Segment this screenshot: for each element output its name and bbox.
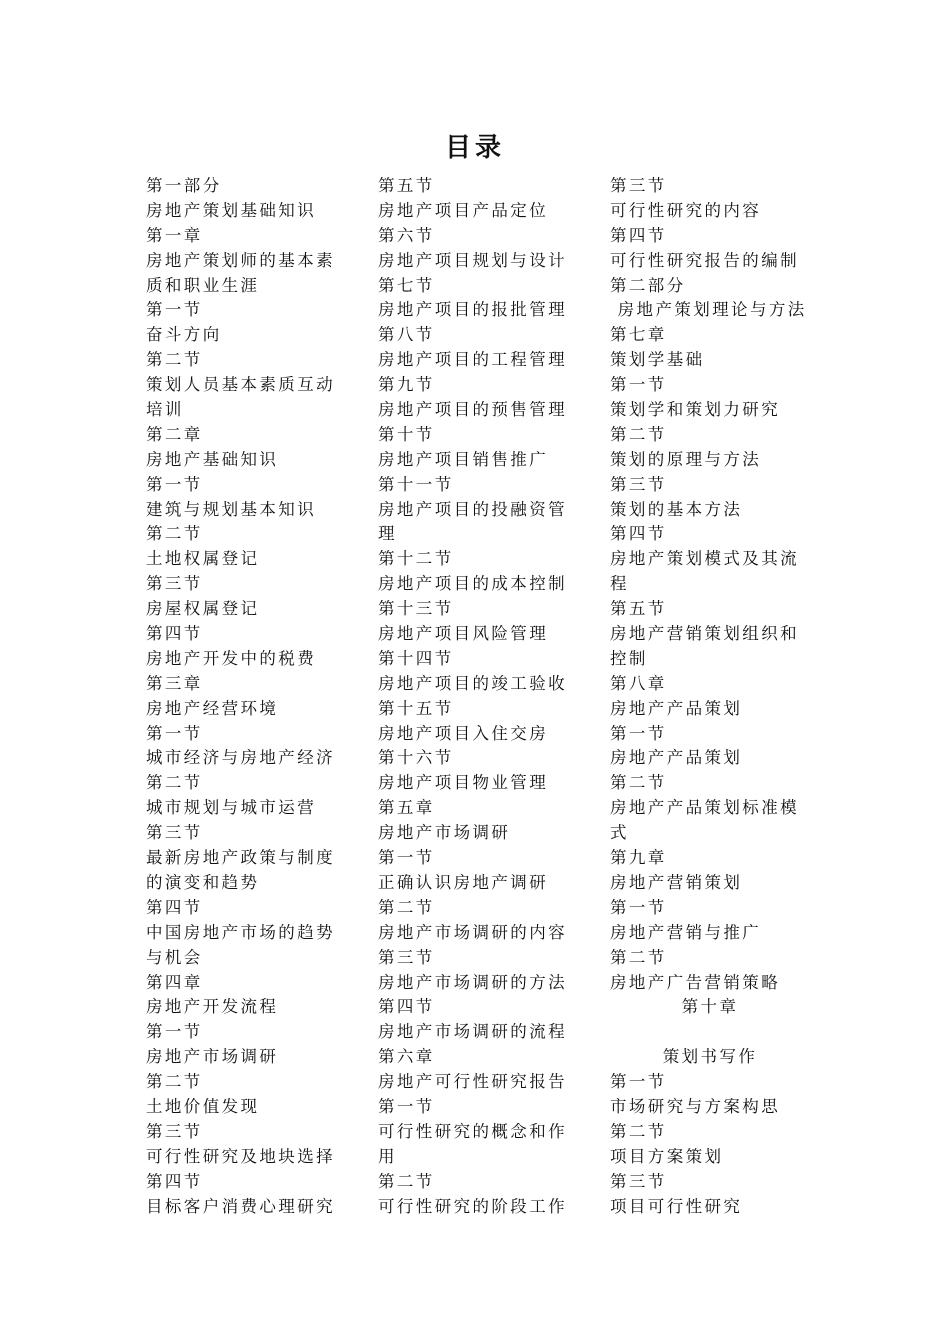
toc-line: 第五章: [378, 798, 435, 818]
toc-line: 房地产策划师的基本素: [146, 250, 335, 270]
toc-line: 市场研究与方案构思: [610, 1096, 781, 1116]
toc-line: 第九章: [610, 848, 667, 868]
toc-line: 第三节: [146, 1121, 203, 1141]
toc-line: 第二节: [146, 1072, 203, 1092]
toc-line: 第四节: [146, 624, 203, 644]
toc-line: 房地产项目入住交房: [378, 723, 549, 743]
toc-line: 第十二节: [378, 549, 454, 569]
toc-line: 第一节: [146, 1022, 203, 1042]
toc-line: 第一节: [378, 1096, 435, 1116]
toc-line: 房地产产品策划: [610, 698, 743, 718]
toc-line: 第三节: [610, 176, 667, 195]
toc-line: 第三章: [146, 673, 203, 693]
toc-line: 第二节: [146, 350, 203, 370]
toc-line: 理: [378, 524, 397, 544]
toc-line: 房地产市场调研的内容: [378, 922, 567, 942]
toc-line: 第九节: [378, 375, 435, 395]
toc-line: 第八节: [378, 325, 435, 345]
toc-line: 第三节: [378, 947, 435, 967]
toc-column-3: [610, 174, 810, 1219]
toc-line: 第十三节: [378, 599, 454, 619]
toc-line: 房地产策划基础知识: [146, 200, 317, 220]
toc-line: 第二章: [146, 424, 203, 444]
toc-line: 最新房地产政策与制度: [146, 848, 335, 868]
toc-line: 房地产产品策划: [610, 748, 743, 768]
toc-line: 第一节: [610, 723, 667, 743]
toc-line: 的演变和趋势: [146, 872, 260, 892]
toc-line: 房地产开发流程: [146, 997, 279, 1017]
toc-line: 用: [378, 1146, 397, 1166]
toc-line: 房地产开发中的税费: [146, 648, 317, 668]
toc-line: 第六章: [378, 1047, 435, 1067]
toc-line: 第二节: [610, 947, 667, 967]
toc-line: 第六节: [378, 225, 435, 245]
toc-line: 第二节: [378, 1171, 435, 1191]
toc-line: 房地产项目的竣工验收: [378, 673, 567, 693]
toc-line: 房地产营销策划: [610, 872, 743, 892]
toc-line: 房地产项目的工程管理: [378, 350, 567, 370]
toc-line: 房屋权属登记: [146, 599, 260, 619]
toc-line: 房地产项目销售推广: [378, 449, 549, 469]
toc-line: 第二节: [146, 524, 203, 544]
toc-line: 房地产项目的投融资管: [378, 499, 567, 519]
toc-line: 房地产市场调研的流程: [378, 1022, 567, 1042]
toc-line: 土地权属登记: [146, 549, 260, 569]
toc-line: 第四节: [378, 997, 435, 1017]
toc-line: 房地产广告营销策略: [610, 972, 781, 992]
toc-line: 策划书写作: [662, 1047, 758, 1067]
toc-line: 项目方案策划: [610, 1146, 724, 1166]
toc-line: 可行性研究报告的编制: [610, 250, 799, 270]
toc-line: 房地产经营环境: [146, 698, 279, 718]
toc-line: 第三节: [610, 1171, 667, 1191]
toc-line: 策划学基础: [610, 350, 705, 370]
toc-line: 第四节: [610, 524, 667, 544]
toc-column-1: [146, 174, 352, 1219]
toc-line: 可行性研究的概念和作: [378, 1121, 567, 1141]
toc-line: 第二节: [610, 1121, 667, 1141]
toc-column-2: [378, 174, 584, 1219]
toc-line: 第二节: [610, 424, 667, 444]
toc-line: 房地产市场调研的方法: [378, 972, 567, 992]
toc-line: 城市规划与城市运营: [146, 798, 317, 818]
toc-line: 目标客户消费心理研究: [146, 1196, 335, 1216]
toc-line: 第四节: [146, 1171, 203, 1191]
toc-line: 与机会: [146, 947, 203, 967]
toc-line: 第二部分: [610, 275, 686, 295]
toc-line: 控制: [610, 648, 648, 668]
toc-line: 房地产项目的预售管理: [378, 400, 567, 420]
toc-line: 第四节: [610, 225, 667, 245]
toc-line: 第五节: [378, 176, 435, 195]
toc-line: 房地产基础知识: [146, 449, 279, 469]
toc-line: 策划学和策划力研究: [610, 400, 781, 420]
toc-line: 第一节: [610, 375, 667, 395]
toc-line: 第七章: [610, 325, 667, 345]
toc-line: 房地产策划模式及其流: [610, 549, 799, 569]
toc-line: 第一节: [146, 474, 203, 494]
toc-line: 第二节: [146, 773, 203, 793]
toc-line: 房地产项目风险管理: [378, 624, 549, 644]
toc-line: 项目可行性研究: [610, 1196, 743, 1216]
toc-line: 房地产项目产品定位: [378, 200, 549, 220]
toc-line: 奋斗方向: [146, 325, 222, 345]
toc-line: 第一章: [146, 225, 203, 245]
toc-line: 第三节: [146, 823, 203, 843]
toc-line: 第二节: [378, 897, 435, 917]
toc-line: 房地产可行性研究报告: [378, 1072, 567, 1092]
toc-blank-line: [610, 1020, 810, 1045]
toc-line: 第五节: [610, 599, 667, 619]
toc-line: 可行性研究的阶段工作: [378, 1196, 567, 1216]
toc-line: 房地产项目的成本控制: [378, 574, 567, 594]
toc-line: 房地产项目规划与设计: [378, 250, 567, 270]
toc-line: 第二节: [610, 773, 667, 793]
toc-line: 房地产项目物业管理: [378, 773, 549, 793]
toc-line: 第十一节: [378, 474, 454, 494]
toc-line: 第八章: [610, 673, 667, 693]
toc-line: 第十四节: [378, 648, 454, 668]
toc-line: 中国房地产市场的趋势: [146, 922, 335, 942]
toc-line: 建筑与规划基本知识: [146, 499, 317, 519]
toc-line: 第一节: [610, 1072, 667, 1092]
toc-line: 式: [610, 823, 629, 843]
toc-line: 第十章: [681, 997, 739, 1017]
toc-line: 质和职业生涯: [146, 275, 260, 295]
toc-line: 房地产项目的报批管理: [378, 300, 567, 320]
toc-line: 城市经济与房地产经济: [146, 748, 335, 768]
toc-line: 策划的原理与方法: [610, 449, 762, 469]
toc-line: 策划的基本方法: [610, 499, 743, 519]
toc-line: 第四节: [146, 897, 203, 917]
toc-line: 第十六节: [378, 748, 454, 768]
toc-line: 第十节: [378, 424, 435, 444]
toc-line: 第七节: [378, 275, 435, 295]
toc-line: 第一节: [610, 897, 667, 917]
toc-line: 正确认识房地产调研: [378, 872, 549, 892]
toc-line: 可行性研究及地块选择: [146, 1146, 335, 1166]
toc-line: 第四章: [146, 972, 203, 992]
toc-line: 房地产市场调研: [146, 1047, 279, 1067]
toc-line: 房地产市场调研: [378, 823, 511, 843]
toc-line: 第一节: [146, 300, 203, 320]
toc-line: 第一部分: [146, 176, 222, 195]
toc-line: 第一节: [378, 848, 435, 868]
toc-line: 可行性研究的内容: [610, 200, 762, 220]
toc-line: 土地价值发现: [146, 1096, 260, 1116]
page-title: 目录: [444, 133, 505, 163]
toc-line: 培训: [146, 400, 184, 420]
toc-line: 第三节: [610, 474, 667, 494]
toc-line: 房地产营销策划组织和: [610, 624, 799, 644]
toc-line: 房地产营销与推广: [610, 922, 762, 942]
toc-line: 程: [610, 574, 629, 594]
toc-line: 第十五节: [378, 698, 454, 718]
toc-line: 策划人员基本素质互动: [146, 375, 335, 395]
toc-line: 第三节: [146, 574, 203, 594]
toc-line: 房地产产品策划标准模: [610, 798, 799, 818]
toc-line: 房地产策划理论与方法: [610, 300, 807, 320]
toc-line: 第一节: [146, 723, 203, 743]
